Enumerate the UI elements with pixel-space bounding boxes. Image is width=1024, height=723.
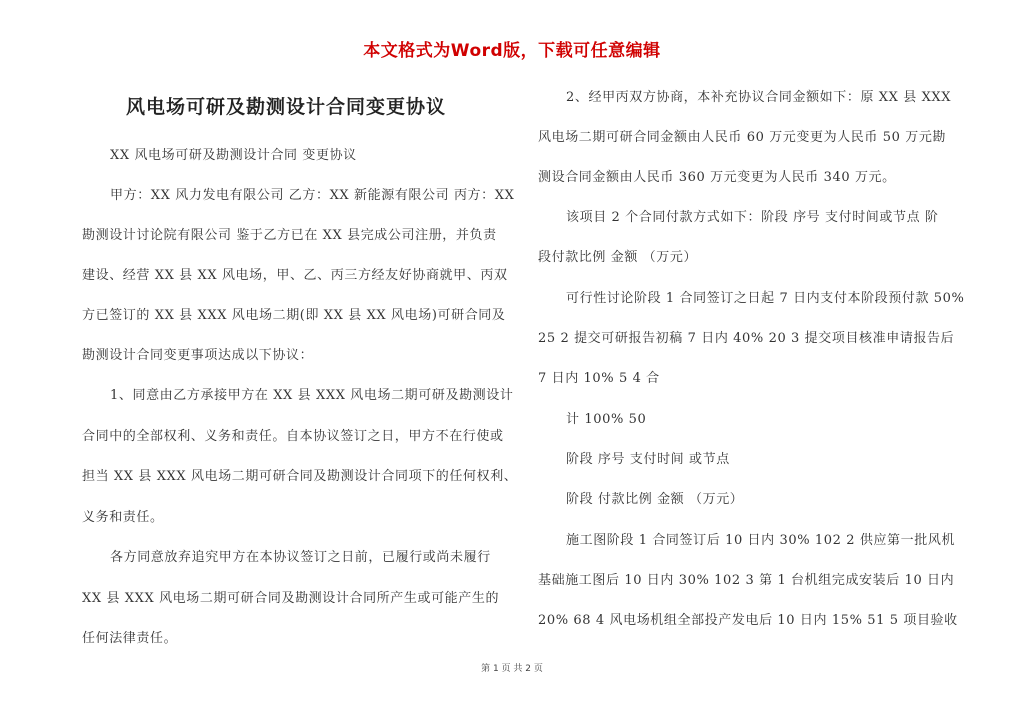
body-line: 1、同意由乙方承接甲方在 XX 县 XXX 风电场二期可研及勘测设计 bbox=[110, 388, 514, 403]
body-line: 建设、经营 XX 县 XX 风电场，甲、乙、丙三方经友好协商就甲、丙双 bbox=[82, 268, 508, 283]
body-line: 风电场二期可研合同金额由人民币 60 万元变更为人民币 50 万元勘 bbox=[538, 130, 947, 145]
body-line: 各方同意放弃追究甲方在本协议签订之日前，已履行或尚未履行 bbox=[110, 550, 491, 565]
document-title: 风电场可研及勘测设计合同变更协议 bbox=[126, 96, 447, 118]
body-line: XX 县 XXX 风电场二期可研合同及勘测设计合同所产生或可能产生的 bbox=[82, 591, 500, 606]
body-line: 7 日内 10% 5 4 合 bbox=[538, 371, 660, 386]
body-line: 计 100% 50 bbox=[566, 412, 647, 427]
body-line: 基础施工图后 10 日内 30% 102 3 第 1 台机组完成安装后 10 日内 bbox=[538, 573, 955, 588]
body-line: 测设合同金额由人民币 360 万元变更为人民币 340 万元。 bbox=[538, 170, 896, 185]
body-line: 方已签订的 XX 县 XXX 风电场二期(即 XX 县 XX 风电场)可研合同及 bbox=[82, 308, 506, 323]
body-line: 勘测设计合同变更事项达成以下协议： bbox=[82, 348, 314, 363]
body-line: 合同中的全部权利、义务和责任。自本协议签订之日，甲方不在行使或 bbox=[82, 429, 504, 444]
page-number: 第 1 页 共 2 页 bbox=[481, 664, 543, 674]
body-line: 担当 XX 县 XXX 风电场二期可研合同及勘测设计合同项下的任何权利、 bbox=[82, 469, 518, 484]
body-line: 25 2 提交可研报告初稿 7 日内 40% 20 3 提交项目核准申请报告后 bbox=[538, 331, 955, 346]
body-line: 义务和责任。 bbox=[82, 510, 164, 525]
body-line: 甲方：XX 风力发电有限公司 乙方：XX 新能源有限公司 丙方：XX bbox=[110, 188, 515, 203]
body-line: 段付款比例 金额 （万元） bbox=[538, 250, 698, 265]
body-line: 该项目 2 个合同付款方式如下：阶段 序号 支付时间或节点 阶 bbox=[566, 210, 939, 225]
body-line: 阶段 付款比例 金额 （万元） bbox=[566, 492, 744, 507]
body-line: 勘测设计讨论院有限公司 鉴于乙方已在 XX 县完成公司注册，并负责 bbox=[82, 228, 497, 243]
body-line: 可行性讨论阶段 1 合同签订之日起 7 日内支付本阶段预付款 50% bbox=[566, 291, 965, 306]
body-line: 施工图阶段 1 合同签订后 10 日内 30% 102 2 供应第一批风机 bbox=[566, 533, 956, 548]
body-line: 2、经甲丙双方协商，本补充协议合同金额如下：原 XX 县 XXX bbox=[566, 90, 952, 105]
body-line: 20% 68 4 风电场机组全部投产发电后 10 日内 15% 51 5 项目验收 bbox=[538, 613, 958, 628]
body-line: XX 风电场可研及勘测设计合同 变更协议 bbox=[110, 148, 357, 163]
body-line: 任何法律责任。 bbox=[82, 631, 178, 646]
body-line: 阶段 序号 支付时间 或节点 bbox=[566, 452, 730, 467]
download-banner: 本文格式为Word版，下载可任意编辑 bbox=[363, 41, 661, 61]
